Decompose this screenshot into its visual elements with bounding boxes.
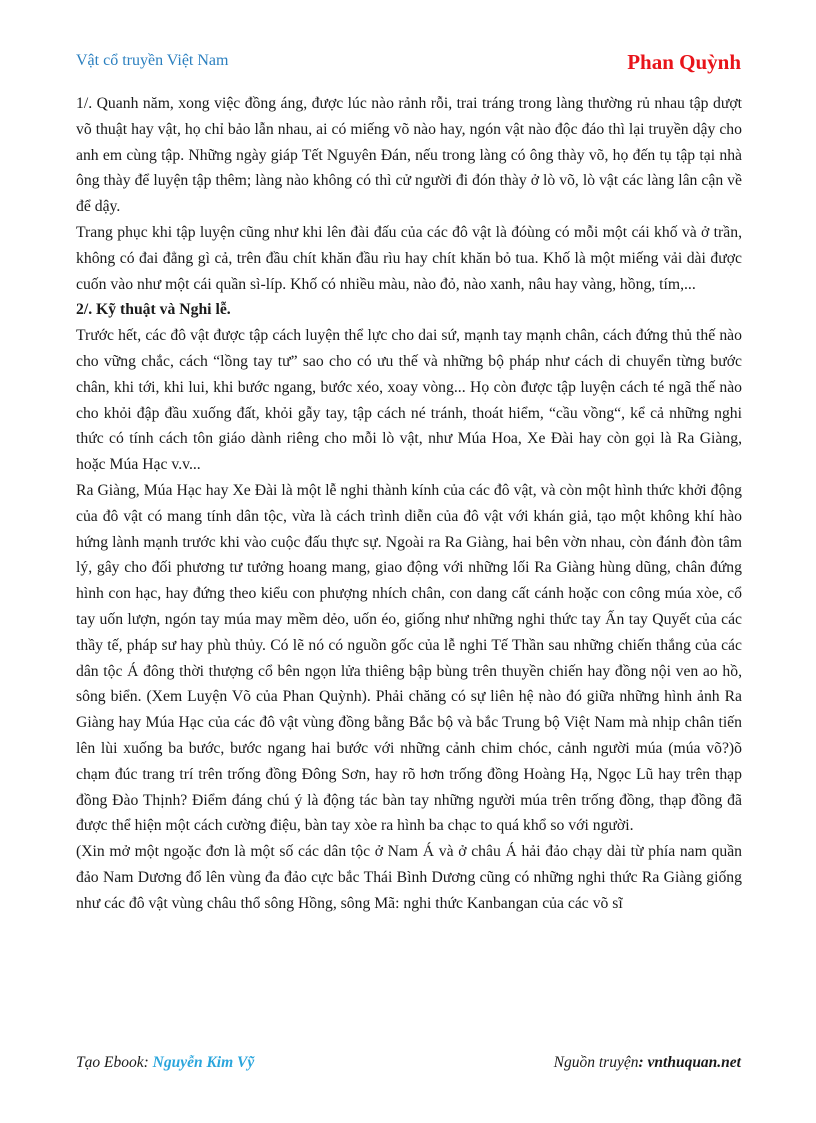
- page-footer: [76, 1054, 741, 1076]
- book-title: Vật cổ truyền Việt Nam: [76, 52, 229, 69]
- ebook-creator-name: Nguyễn Kim Vỹ: [152, 1054, 255, 1071]
- document-body: [76, 91, 742, 917]
- source-credit-label: Nguồn truyện: [553, 1054, 639, 1071]
- paragraph-2: Trang phục khi tập luyện cũng như khi lên đài đấu của các đô vật là đóùng có mỗi một cái khố và ở trần, không có đai đẳng gì cả, trên đầu chít khăn đầu rìu hay chít khăn bỏ tua. Khố là một miếng vải dài được cuốn vào như một cái quần sì-líp. Khố có nhiều màu, nào đỏ, nào xanh, nâu hay vàng, hồng, tím,...: [76, 223, 742, 293]
- source-site-link[interactable]: vnthuquan.net: [647, 1054, 741, 1071]
- paragraph-5: (Xin mở một ngoặc đơn là một số các dân tộc ở Nam Á và ở châu Á hải đảo chạy dài từ phía nam quần đảo Nam Dương đổ lên vùng đa đảo cực bắc Thái Bình Dương cũng có những nghi thức Ra Giàng giống như các đô vật vùng châu thổ sông Hồng, sông Mã: nghi thức Kanbangan của các võ sĩ: [76, 843, 742, 912]
- ebook-credit: [76, 1054, 254, 1072]
- ebook-credit-label: Tạo Ebook: [76, 1054, 144, 1071]
- page-header: [76, 50, 741, 74]
- source-credit: [554, 1054, 741, 1072]
- author-name: Phan Quỳnh: [627, 50, 741, 74]
- paragraph-4: Ra Giàng, Múa Hạc hay Xe Đài là một lễ nghi thành kính của các đô vật, và còn một hình thức khởi động của đô vật có mang tính dân tộc, vừa là cách trình diễn của đô vật với khán giả, tạo một không khí hào hứng lành mạnh trước khi vào cuộc đấu thực sự. Ngoài ra Ra Giàng, hai bên vờn nhau, còn đánh đòn tâm lý, gây cho đối phương tư tưởng hoang mang, giao động với những lối Ra Giàng hùng dũng, chân đứng hình con hạc, hay đứng theo kiểu con phượng nhích chân, con dang cất cánh hoặc con công múa xòe, cổ tay uốn lượn, ngón tay múa may mềm dẻo, uốn éo, giống như những nghi thức tay Ấn tay Quyết của các thầy tế, pháp sư hay phù thủy. Có lẽ nó có nguồn gốc của lễ nghi Tế Thần sau những chiến thắng của các dân tộc Á đông thời thượng cổ bên ngọn lửa thiêng bập bùng trên thuyền chiến hay đồng nội ven ao hồ, sông biển. (Xem Luyện Võ của Phan Quỳnh). Phải chăng có sự liên hệ nào đó giữa những hình ảnh Ra Giàng hay Múa Hạc của các đô vật vùng đồng bằng Bắc bộ và bắc Trung bộ Việt Nam mà nhịp chân tiến lên lùi xuống ba bước, bước ngang hai bước với những cảnh chim chóc, cảnh người múa (múa võ?)õ chạm đúc trang trí trên trống đồng Đông Sơn, hay rõ hơn trống đồng Hoàng Hạ, Ngọc Lũ hay trên thạp đồng Đào Thịnh? Điểm đáng chú ý là động tác bàn tay những người múa trên trống đồng, thạp đồng đã được thể hiện một cách cường điệu, bàn tay xòe ra hình ba chạc to quá khổ so với người.: [76, 481, 742, 835]
- paragraph-3: Trước hết, các đô vật được tập cách luyện thể lực cho dai sứ, mạnh tay mạnh chân, cách đứng thủ thế nào cho vững chắc, cách “lồng tay tư” sao cho có ưu thế và những bộ pháp như cách di chuyển từng bước chân, khi tới, khi lui, khi bước ngang, bước xéo, xoay vòng... Họ còn được tập luyện cách té ngã thế nào cho khỏi đập đầu xuống đất, khỏi gẫy tay, tập cách né tránh, thoát hiểm, “cầu vồng“, kể cả những nghi thức có tính cách tôn giáo dành riêng cho mỗi lò vật, như Múa Hoa, Xe Đài hay còn gọi là Ra Giàng, hoặc Múa Hạc v.v...: [76, 327, 742, 474]
- source-credit-colon: :: [638, 1054, 644, 1071]
- paragraph-1: 1/. Quanh năm, xong việc đồng áng, được lúc nào rảnh rỗi, trai tráng trong làng thường rủ nhau tập dượt võ thuật hay vật, họ chỉ bảo lẫn nhau, ai có miếng võ nào hay, ngón vật nào độc đáo thì lại truyền dậy cho anh em cùng tập. Những ngày giáp Tết Nguyên Đán, nếu trong làng có ông thày võ, họ đến tụ tập tại nhà ông thày để luyện tập thêm; làng nào không có thì cử người đi đón thày ở lò võ, lò vật các làng lân cận về để dậy.: [76, 95, 742, 216]
- ebook-credit-colon: :: [143, 1054, 149, 1071]
- section-heading-2: 2/. Kỹ thuật và Nghi lễ.: [76, 301, 231, 319]
